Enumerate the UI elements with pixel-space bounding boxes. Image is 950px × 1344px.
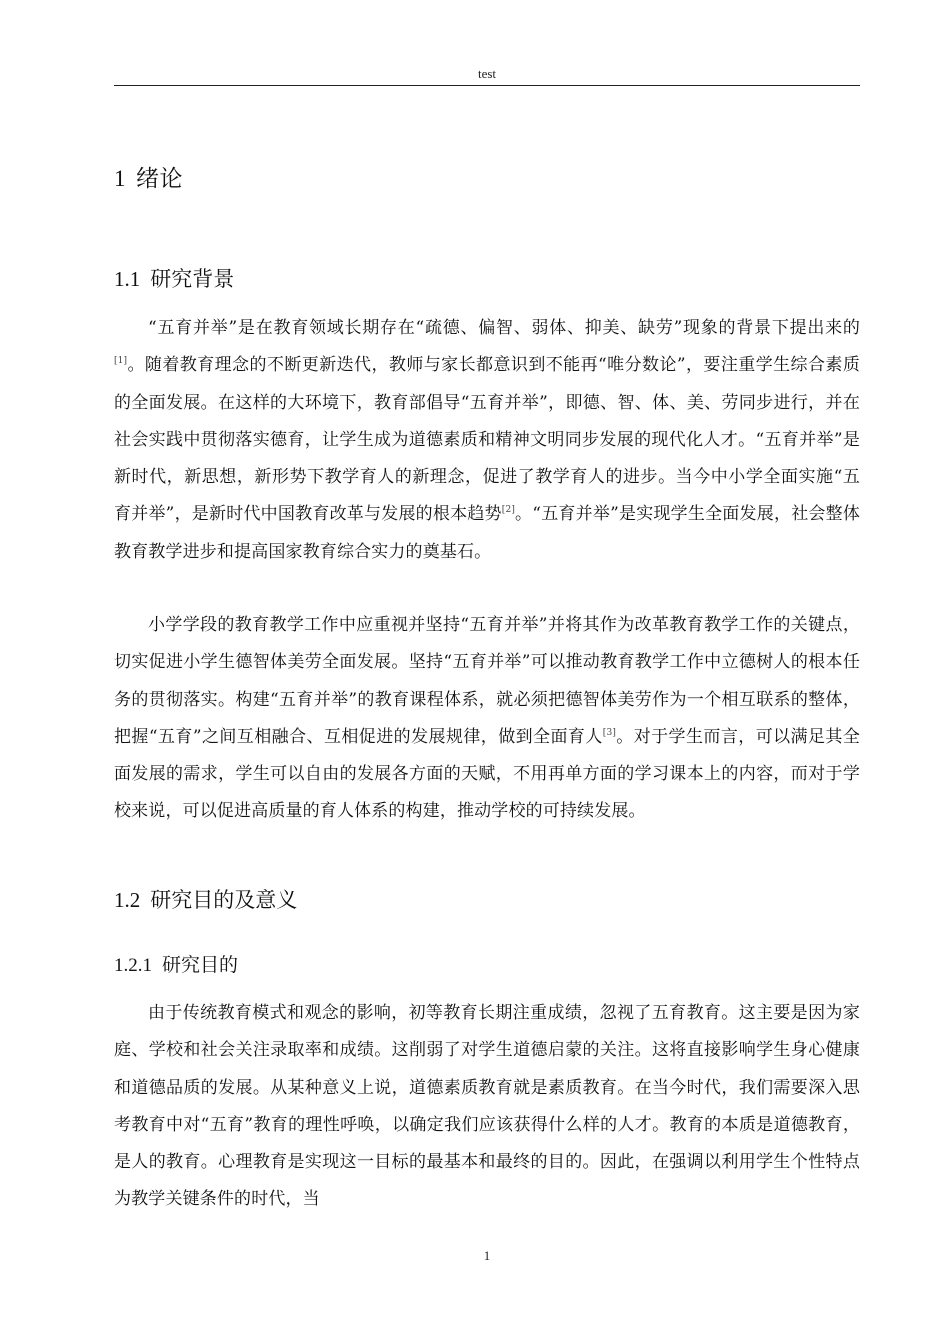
section-title: 研究目的及意义 [150,888,298,912]
section-title: 研究背景 [150,267,235,291]
subsection-heading-1-2-1 [114,950,238,977]
chapter-title: 绪论 [136,166,183,192]
page-header: test [477,66,497,81]
header-rule [114,85,860,86]
section-number: 1.1 [114,267,141,291]
paragraph-text: “五育并举”是在教育领域长期存在“疏德、偏智、弱体、抑美、缺劳”现象的背景下提出来的 [148,318,860,338]
chapter-heading [114,160,183,193]
paragraph-text: 小学学段的教育教学工作中应重视并坚持“五育并举”并将其作为改革教育教学工作的关键点，切实促进小学生德智体美劳全面发展。坚持“五育并举”可以推动教育教学工作中立德树人的根本任务的贯彻落实。构建“五育并举”的教育课程体系，就必须把德智体美劳作为一个相互联系的整体，把握“五育”之间互相融合、互相促进的发展规律，做到全面育人 [114,615,860,747]
section-number: 1.2 [114,888,141,912]
subsection-title: 研究目的 [162,954,239,976]
citation-ref-1: [1] [114,356,128,367]
chapter-number: 1 [114,166,126,191]
paragraph-text: 由于传统教育模式和观念的影响，初等教育长期注重成绩，忽视了五育教育。这主要是因为家庭、学校和社会关注录取率和成绩。这削弱了对学生道德启蒙的关注。这将直接影响学生身心健康和道德品质的发展。从某种意义上说，道德素质教育就是素质教育。在当今时代，我们需要深入思考教育中对“五育”教育的理性呼唤，以确定我们应该获得什么样的人才。教育的本质是道德教育，是人的教育。心理教育是实现这一目标的最基本和最终的目的。因此，在强调以利用学生个性特点为教学关键条件的时代，当 [114,1003,860,1210]
paragraph-text: 。随着教育理念的不断更新迭代，教师与家长都意识到不能再“唯分数论”，要注重学生综合素质的全面发展。在这样的大环境下，教育部倡导“五育并举”，即德、智、体、美、劳同步进行，并在社会实践中贯彻落实德育，让学生成为道德素质和精神文明同步发展的现代化人才。“五育并举”是新时代，新思想，新形势下教学育人的新理念，促进了教学育人的进步。当今中小学全面实施“五育并举”，是新时代中国教育改革与发展的根本趋势 [114,355,860,525]
body-paragraph-2 [114,607,860,831]
section-heading-1-1 [114,263,234,293]
page-number: 1 [483,1248,491,1263]
citation-ref-2: [2] [501,505,515,516]
citation-ref-3: [3] [602,727,616,738]
subsection-number: 1.2.1 [114,955,152,976]
paragraph-text: 。“五育并举”是实现学生全面发展，社会整体教育教学进步和提高国家教育综合实力的奠基石。 [114,504,861,562]
body-paragraph-3 [114,995,860,1219]
body-paragraph-1 [114,310,860,571]
paragraph-text: 。对于学生而言，可以满足其全面发展的需求，学生可以自由的发展各方面的天赋，不用再单方面的学习课本上的内容，而对于学校来说，可以促进高质量的育人体系的构建，推动学校的可持续发展。 [114,726,860,822]
section-heading-1-2 [114,884,297,914]
